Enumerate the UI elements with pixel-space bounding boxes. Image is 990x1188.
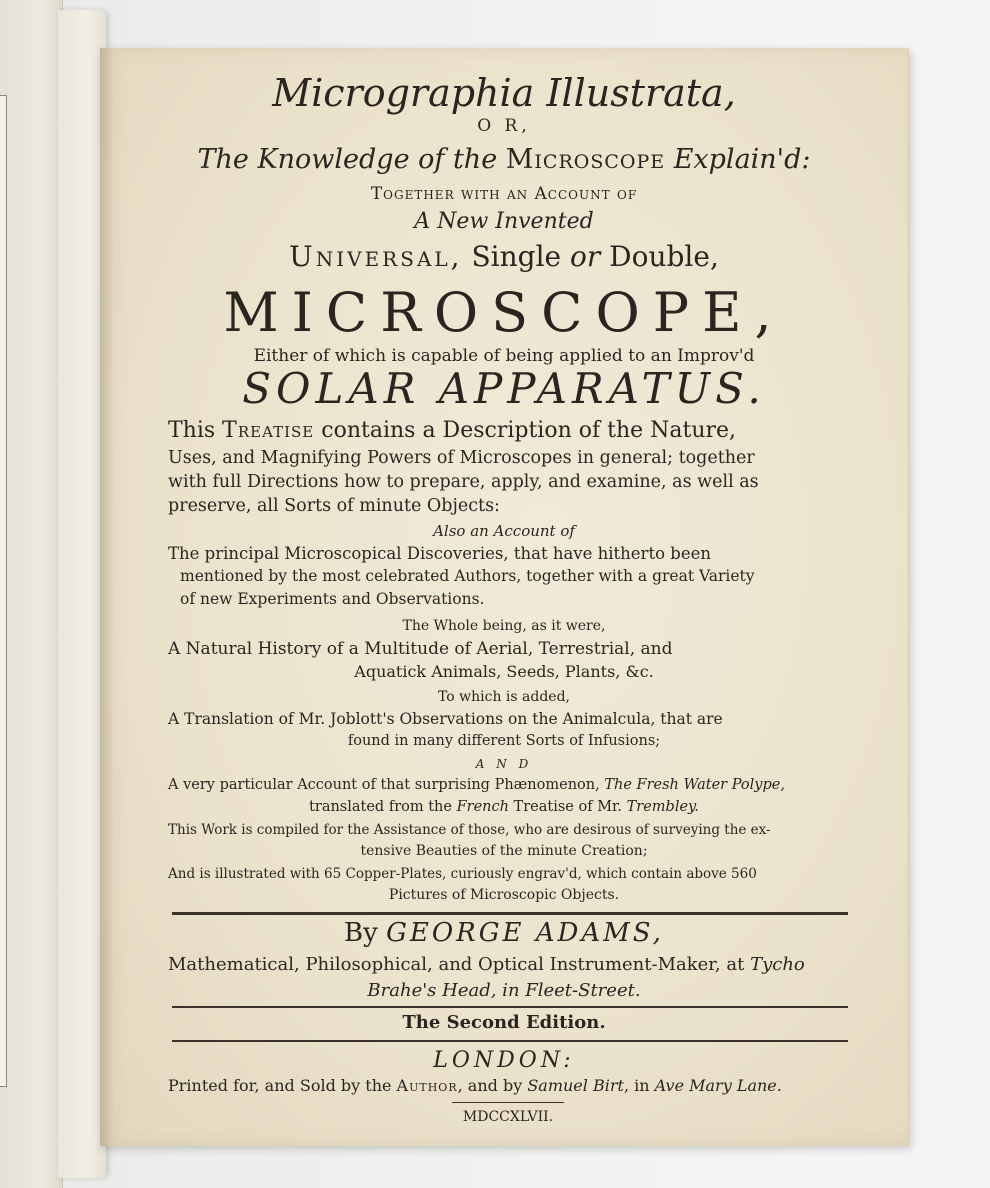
discoveries-line-3: of new Experiments and Observations. (180, 590, 485, 608)
edition-line: The Second Edition. (402, 1012, 606, 1033)
cover-edge (0, 95, 7, 1087)
main-title: Micrographia Illustrata, (272, 71, 736, 115)
translation-line-1: A Translation of Mr. Joblott's Observations on the Animalcula, that are (168, 710, 723, 728)
gutter-shadow (100, 48, 114, 1146)
imprint-year: MDCCXLVII. (462, 1109, 554, 1125)
and-line: A N D (475, 757, 533, 771)
polype-line-2: translated from the French Treatise of Mr. Trembley. (309, 799, 699, 815)
microscope-heading: MICROSCOPE, (223, 281, 785, 344)
treatise-line-2: Uses, and Magnifying Powers of Microscopes in general; together (168, 448, 755, 468)
work-line-1: This Work is compiled for the Assistance of those, who are desirous of surveying the ex- (168, 822, 771, 838)
city-line: LONDON: (433, 1048, 575, 1073)
rule-mid-1 (172, 1006, 848, 1008)
year-rule (452, 1102, 564, 1104)
plates-line-2: Pictures of Microscopic Objects. (388, 887, 620, 903)
discoveries-line-1: The principal Microscopical Discoveries, that have hitherto been (168, 544, 711, 563)
natural-history-line-2: Aquatick Animals, Seeds, Plants, &c. (354, 662, 654, 681)
maker-line-1: Mathematical, Philosophical, and Optical Instrument-Maker, at Tycho (168, 954, 805, 975)
polype-line-1: A very particular Account of that surprising Phænomenon, The Fresh Water Polype, (168, 777, 785, 793)
treatise-line-1: This Treatise contains a Description of the Nature, (168, 418, 737, 443)
or-line: O R, (477, 116, 531, 136)
maker-line-2: Brahe's Head, in Fleet-Street. (367, 980, 641, 1001)
printed-line: Printed for, and Sold by the Author, and by Samuel Birt, in Ave Mary Lane. (168, 1076, 782, 1095)
author-line: By GEORGE ADAMS, (344, 918, 664, 948)
flyleaf (58, 10, 106, 1178)
discoveries-line-2: mentioned by the most celebrated Authors, together with a great Variety (180, 567, 755, 585)
solar-apparatus-heading: SOLAR APPARATUS. (242, 364, 766, 413)
treatise-line-3: with full Directions how to prepare, apply, and examine, as well as (168, 472, 759, 492)
rule-top (172, 912, 848, 915)
whole-line: The Whole being, as it were, (402, 618, 606, 634)
translation-line-2: found in many different Sorts of Infusions; (347, 733, 661, 749)
either-line: Either of which is capable of being applied to an Improv'd (253, 346, 755, 366)
universal-line: Universal, Single or Double, (289, 240, 719, 273)
added-line: To which is added, (438, 689, 570, 705)
book-cover-board (0, 0, 63, 1188)
plates-line-1: And is illustrated with 65 Copper-Plates, curiously engrav'd, which contain above 560 (168, 866, 757, 882)
natural-history-line-1: A Natural History of a Multitude of Aerial, Terrestrial, and (168, 639, 673, 659)
treatise-line-4: preserve, all Sorts of minute Objects: (168, 496, 500, 516)
also-line: Also an Account of (433, 522, 575, 540)
rule-mid-2 (172, 1040, 848, 1042)
title-page (100, 48, 909, 1146)
new-invented-line: A New Invented (414, 209, 594, 234)
together-line: Together with an Account of (370, 184, 638, 204)
work-line-2: tensive Beauties of the minute Creation; (360, 843, 648, 859)
subtitle-line: The Knowledge of the Microscope Explain'd: (197, 144, 811, 175)
